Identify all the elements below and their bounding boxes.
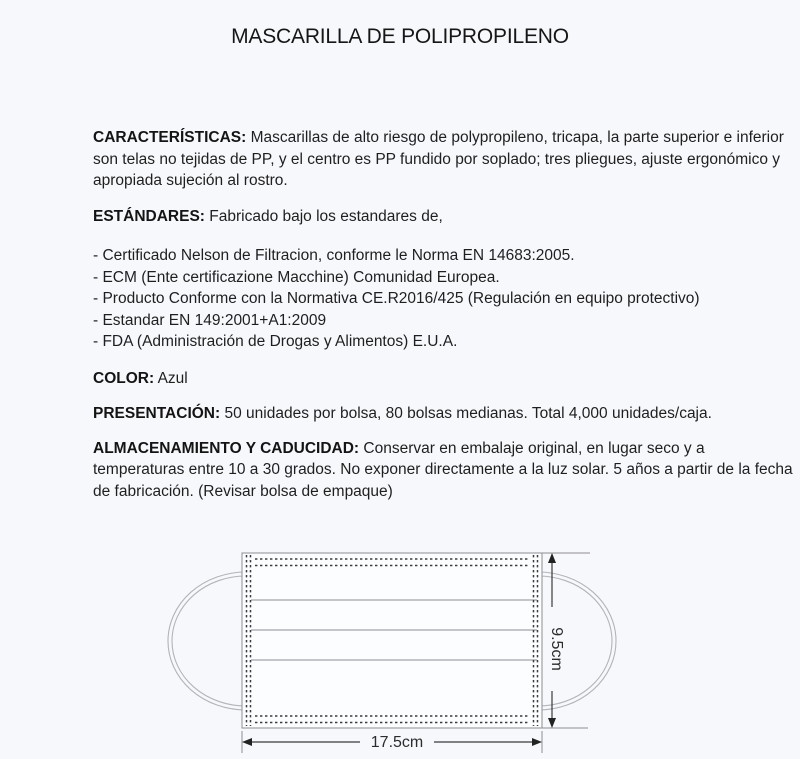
ear-loop-left bbox=[168, 572, 246, 710]
color-label: COLOR: bbox=[93, 369, 155, 387]
mask-technical-drawing bbox=[160, 535, 640, 759]
arrow-left-icon bbox=[242, 738, 252, 746]
width-dimension bbox=[242, 731, 542, 753]
color-text: Azul bbox=[157, 369, 188, 387]
section-caracteristicas bbox=[93, 127, 793, 192]
mask-body bbox=[242, 553, 542, 728]
almacenamiento-label: ALMACENAMIENTO Y CADUCIDAD: bbox=[93, 439, 360, 457]
arrow-right-icon bbox=[532, 738, 542, 746]
standards-list-item: - Producto Conforme con la Normativa CE.R2016/425 (Regulación en equipo protectivo) bbox=[93, 290, 700, 307]
presentacion-label: PRESENTACIÓN: bbox=[93, 405, 221, 422]
page-title: MASCARILLA DE POLIPROPILENO bbox=[231, 25, 569, 48]
section-color bbox=[93, 368, 793, 390]
almacenamiento-text: Conservar en embalaje original, en lugar seco y a temperaturas entre 10 a 30 grados. No exponer directamente a la luz solar. 5 años a partir de la fecha de fabricación. (Revisar bolsa de empaque) bbox=[93, 439, 793, 500]
standards-list-item: - FDA (Administración de Drogas y Alimentos) E.U.A. bbox=[93, 333, 458, 350]
arrow-up-icon bbox=[548, 553, 556, 563]
document-body bbox=[93, 127, 793, 502]
caracteristicas-label: CARACTERÍSTICAS: bbox=[93, 129, 247, 146]
width-dimension-label: 17.5cm bbox=[370, 734, 424, 751]
standards-list-item: - Estandar EN 149:2001+A1:2009 bbox=[93, 311, 327, 329]
section-presentacion bbox=[93, 403, 793, 425]
height-dimension-label: 9.5cm bbox=[548, 627, 565, 671]
standards-list-item: - ECM (Ente certificazione Macchine) Comunidad Europea. bbox=[93, 268, 500, 286]
caracteristicas-text: Mascarillas de alto riesgo de polypropileno, tricapa, la parte superior e inferior son telas no tejidas de PP, y el centro es PP fundido por soplado; tres pliegues, ajuste ergonómico y apropiada sujeción al rostro. bbox=[93, 129, 784, 189]
standards-list-item: - Certificado Nelson de Filtracion, conforme le Norma EN 14683:2005. bbox=[93, 247, 575, 264]
section-almacenamiento bbox=[93, 438, 793, 503]
arrow-down-icon bbox=[548, 718, 556, 728]
standards-list bbox=[93, 245, 793, 353]
estandares-label: ESTÁNDARES: bbox=[93, 207, 205, 225]
presentacion-text: 50 unidades por bolsa, 80 bolsas medianas. Total 4,000 unidades/caja. bbox=[224, 405, 712, 422]
estandares-text: Fabricado bajo los estandares de, bbox=[209, 207, 443, 225]
section-estandares bbox=[93, 206, 793, 228]
mask-diagram bbox=[160, 535, 640, 759]
